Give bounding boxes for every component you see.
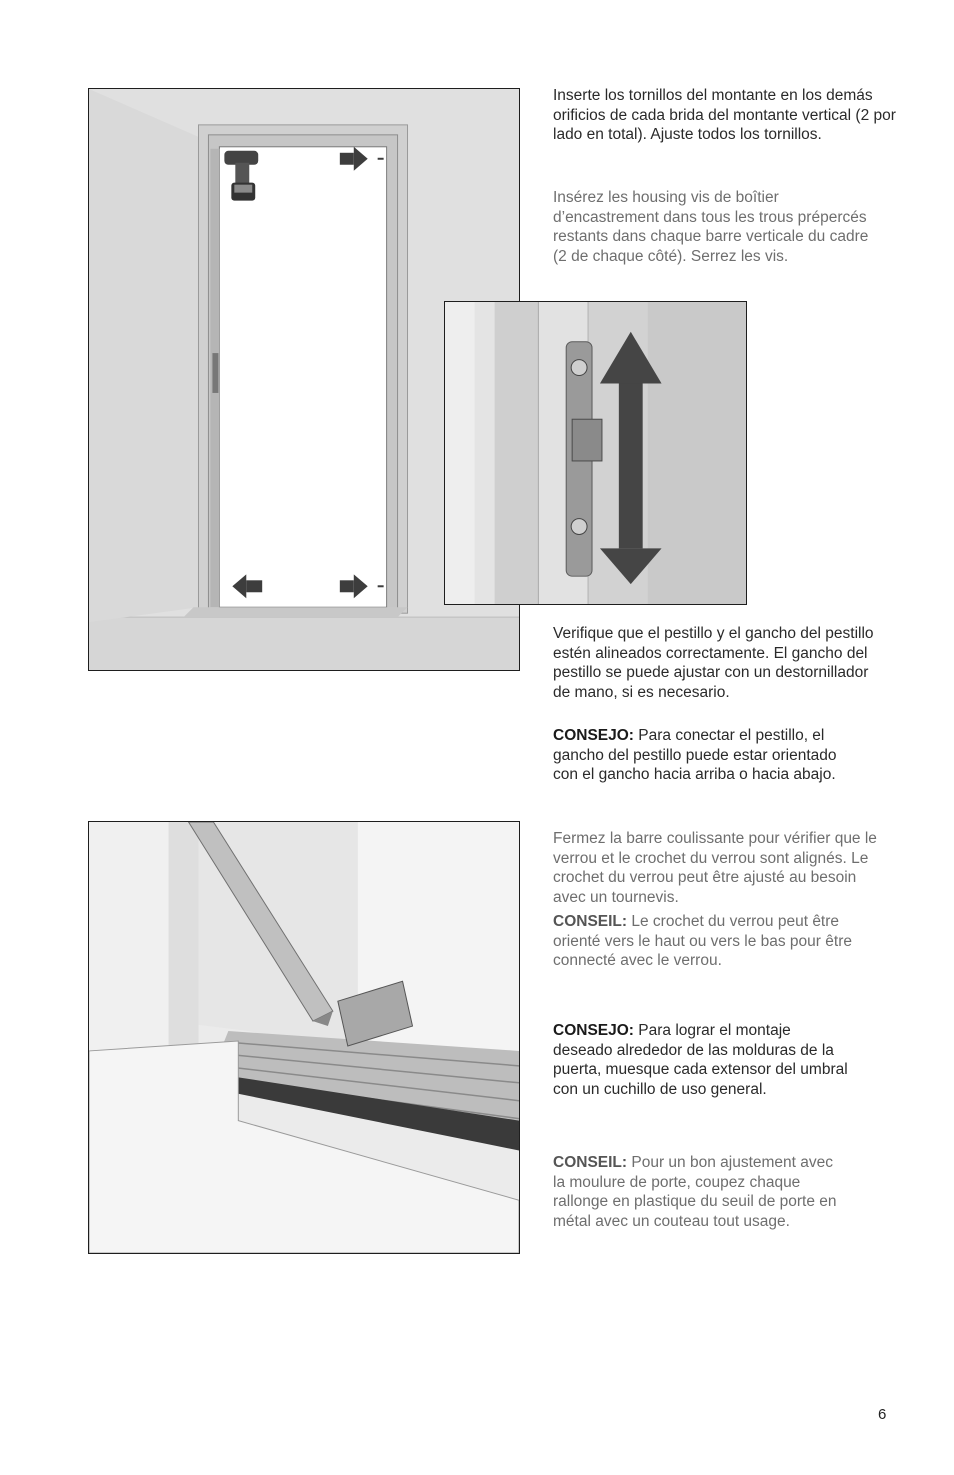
step3-tip-es: [553, 1021, 853, 1099]
tip-label: CONSEJO:: [553, 1022, 634, 1039]
step2-tip-es: [553, 726, 863, 785]
tip-text: Le crochet du verrou peut être orienté vers le haut ou vers le bas pour être connecté avec le verrou.: [553, 913, 852, 969]
tip-text: Para lograr el montaje deseado alrededor de las molduras de la puerta, muesque cada extensor del umbral con un cuchillo de uso general.: [553, 1022, 848, 1098]
latch-detail-figure: [444, 301, 747, 605]
step2-text-fr: Fermez la barre coulissante pour vérifier que le verrou et le crochet du verrou sont alignés. Le crochet du verrou peut être ajusté au besoin avec un tournevis.: [553, 830, 877, 906]
step2-tip-fr: [553, 912, 873, 971]
step1-text-fr: Insérez les housing vis de boîtier d’encastrement dans tous les trous prépercés restants dans chaque barre verticale du cadre (2 de chaque côté). Serrez les vis.: [553, 189, 869, 265]
step2-text-es: Verifique que el pestillo y el gancho del pestillo estén alineados correctamente. El gancho del pestillo se puede ajustar con un destornillador de mano, si es necesario.: [553, 625, 874, 701]
tip-text: Pour un bon ajustement avec la moulure de porte, coupez chaque rallonge en plastique du seuil de porte en métal avec un couteau tout usage.: [553, 1154, 837, 1230]
step1-text-es: Inserte los tornillos del montante en los demás orificios de cada brida del montante vertical (2 por lado en total). Ajuste todos los tornillos.: [553, 87, 896, 143]
tip-label: CONSEIL:: [553, 913, 628, 930]
threshold-knife-figure: [88, 821, 520, 1254]
page-number: 6: [878, 1406, 887, 1423]
step3-tip-fr: [553, 1153, 843, 1231]
tip-label: CONSEIL:: [553, 1154, 628, 1171]
tip-text: Para conectar el pestillo, el gancho del pestillo puede estar orientado con el gancho hacia arriba o hacia abajo.: [553, 727, 837, 783]
tip-label: CONSEJO:: [553, 727, 634, 744]
